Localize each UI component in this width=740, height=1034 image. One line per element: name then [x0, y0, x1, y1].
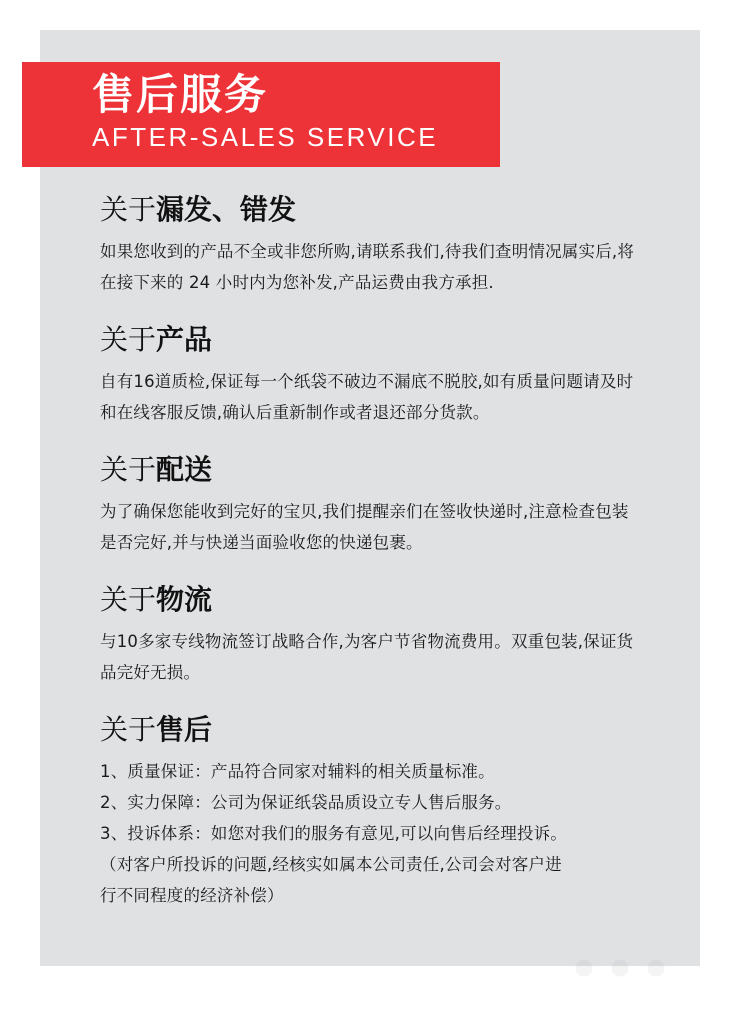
section-heading	[100, 190, 660, 230]
section-after-sales	[100, 710, 660, 911]
section-logistics	[100, 580, 660, 688]
list-item: 1、质量保证：产品符合同家对辅料的相关质量标准。	[100, 762, 495, 781]
header-banner	[22, 62, 500, 167]
banner-title-english: AFTER-SALES SERVICE	[92, 122, 439, 152]
section-body: 与10多家专线物流签订战略合作,为客户节省物流费用。双重包装,保证货品完好无损。	[100, 632, 634, 682]
section-heading	[100, 580, 660, 620]
banner-title-chinese: 售后服务	[92, 70, 269, 119]
section-heading-key: 配送	[156, 453, 213, 486]
list-item: 2、实力保障：公司为保证纸袋品质设立专人售后服务。	[100, 793, 512, 812]
section-body: 自有16道质检,保证每一个纸袋不破边不漏底不脱胶,如有质量问题请及时和在线客服反馈,确认后重新制作或者退还部分货款。	[100, 372, 634, 422]
section-heading-key: 售后	[156, 713, 213, 746]
list-item: 行不同程度的经济补偿）	[100, 886, 284, 905]
section-heading	[100, 710, 660, 750]
section-heading-prefix: 关于	[100, 583, 157, 616]
section-body: 为了确保您能收到完好的宝贝,我们提醒亲们在签收快递时,注意检查包装是否完好,并与快递当面验收您的快递包裹。	[100, 502, 629, 552]
section-missing-wrong-shipment	[100, 190, 660, 298]
section-product	[100, 320, 660, 428]
decorative-watermark	[560, 950, 680, 986]
section-heading	[100, 450, 660, 490]
section-heading-key: 漏发、错发	[156, 193, 297, 226]
section-heading-prefix: 关于	[100, 323, 157, 356]
section-heading-key: 产品	[156, 323, 213, 356]
section-heading	[100, 320, 660, 360]
section-delivery	[100, 450, 660, 558]
section-body: 如果您收到的产品不全或非您所购,请联系我们,待我们查明情况属实后,将在接下来的 24 小时内为您补发,产品运费由我方承担.	[100, 242, 635, 292]
section-heading-prefix: 关于	[100, 713, 157, 746]
list-item: 3、投诉体系：如您对我们的服务有意见,可以向售后经理投诉。	[100, 824, 568, 843]
sections-container	[100, 190, 660, 911]
section-heading-prefix: 关于	[100, 193, 157, 226]
section-heading-prefix: 关于	[100, 453, 157, 486]
section-heading-key: 物流	[156, 583, 213, 616]
list-item: （对客户所投诉的问题,经核实如属本公司责任,公司会对客户进	[100, 855, 562, 874]
